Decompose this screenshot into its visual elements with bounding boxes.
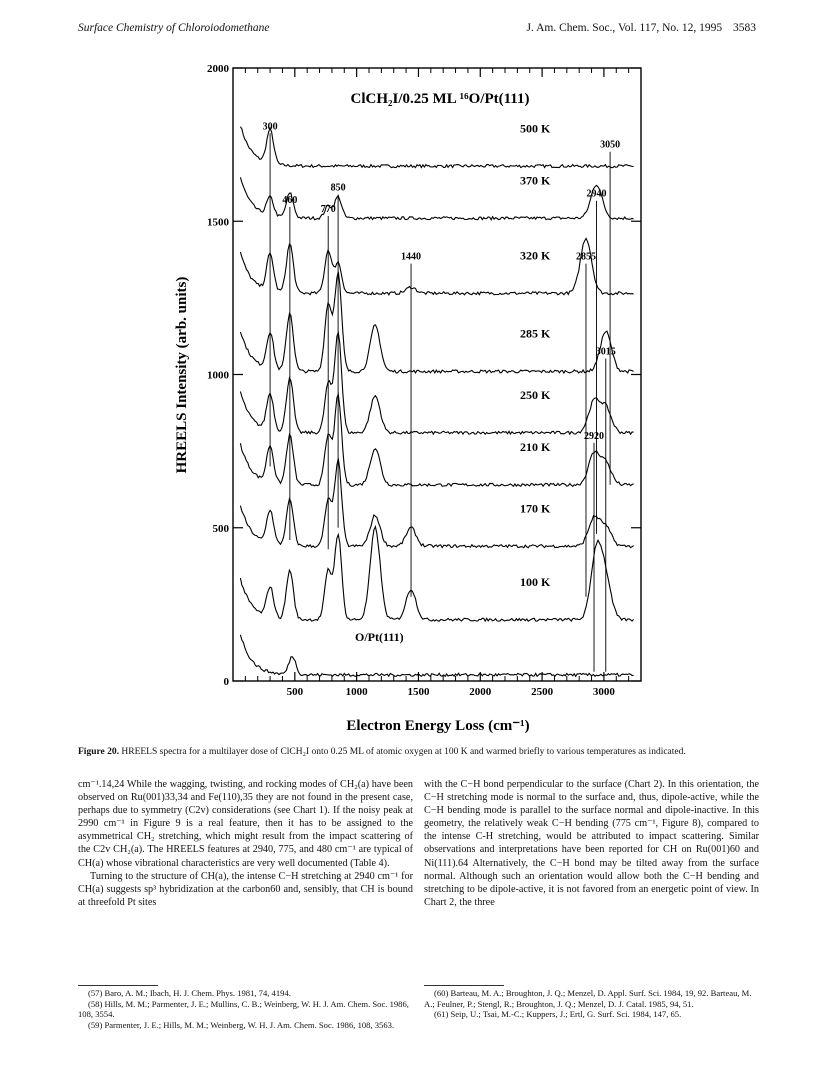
series-label: 320 K xyxy=(520,248,551,263)
references-right xyxy=(424,988,759,1020)
references-left xyxy=(78,988,413,1030)
running-header-title: Surface Chemistry of Chloroiodomethane xyxy=(78,22,270,34)
series-label: 500 K xyxy=(520,121,551,136)
spectrum-line xyxy=(240,527,633,622)
chart-title: ClCH₂I/0.25 ML ¹⁶O/Pt(111) xyxy=(350,91,530,107)
left-paragraph-1: cm⁻¹.14,24 While the wagging, twisting, and rocking modes of CH₂(a) have been observed on Ru(001)33,34 and Fe(110),35 they are not found in the present case, perhaps due to symmetry (C2v) considerations (see Chart 1). If the noisy peak at 2990 cm⁻¹ in Figure 9 is a real feature, then it has to be assigned to the asymmetrical CH₂ stretching, which might result from the impact scattering of the C2v CH₂(a). The HREELS features at 2940, 775, and 480 cm⁻¹ are typical of CH(a) whose vibrational characteristics are very well documented (Table 4). xyxy=(78,779,413,869)
left-paragraph-2: Turning to the structure of CH(a), the intense C−H stretching at 2940 cm⁻¹ for CH(a) suggests sp³ hybridization at the carbon60 and, sensibly, that CH is bound at threefold Pt sites xyxy=(78,870,413,908)
figure-caption-text: HREELS spectra for a multilayer dose of ClCH₂I onto 0.25 ML of atomic oxygen at 100 K and warmed briefly to various temperatures as indicated. xyxy=(121,747,686,757)
right-column xyxy=(424,778,759,909)
reference-60: (60) Barteau, M. A.; Broughton, J. Q.; Menzel, D. Appl. Surf. Sci. 1984, 19, 92. Barteau, M. A.; Feulner, P.; Stengl, R.; Broughton, J. Q.; Menzel, D. J. Catal. 1985, 94, 51. xyxy=(424,988,752,1009)
journal-citation: J. Am. Chem. Soc., Vol. 117, No. 12, 1995 xyxy=(526,22,723,34)
y-tick-label: 0 xyxy=(223,676,229,688)
spectrum-line xyxy=(240,458,633,547)
peak-label: 460 xyxy=(282,194,298,206)
chart-annotations xyxy=(263,121,620,672)
footnote-rule-right xyxy=(424,985,504,986)
spectrum-line xyxy=(240,238,633,294)
spectrum-line xyxy=(240,177,633,219)
figure-caption xyxy=(78,746,758,758)
chart-axes xyxy=(207,63,641,698)
series-label: 210 K xyxy=(520,440,551,455)
series-label: 100 K xyxy=(520,574,551,589)
series-label: 370 K xyxy=(520,173,551,188)
figure-label: Figure 20. xyxy=(78,747,119,757)
spectrum-line xyxy=(240,635,633,677)
left-column xyxy=(78,778,413,909)
spectrum-line xyxy=(240,333,633,435)
peak-label: 300 xyxy=(262,121,278,133)
x-tick-label: 3000 xyxy=(592,686,615,698)
spectrum-line xyxy=(240,395,633,487)
chart-x-axis-label: Electron Energy Loss (cm⁻¹) xyxy=(346,718,530,734)
y-tick-label: 2000 xyxy=(207,63,229,75)
peak-label: 850 xyxy=(330,182,346,194)
series-label: O/Pt(111) xyxy=(355,630,404,645)
peak-label: 3050 xyxy=(600,139,621,151)
series-label: 170 K xyxy=(520,501,551,516)
chart-y-axis-label: HREELS Intensity (arb. units) xyxy=(174,276,190,474)
series-label: 285 K xyxy=(520,326,551,341)
reference-59: (59) Parmenter, J. E.; Hills, M. M.; Weinberg, W. H. J. Am. Chem. Soc. 1986, 108, 3563. xyxy=(88,1019,395,1030)
footnote-rule-left xyxy=(78,985,158,986)
page-number: 3583 xyxy=(733,22,756,34)
peak-label: 2855 xyxy=(575,251,596,263)
right-paragraph-1: with the C−H bond perpendicular to the surface (Chart 2). In this orientation, the C−H stretching mode is normal to the surface and, thus, dipole-active, while the C−H bending mode is parallel to the surface normal and dipole-inactive. In this geometry, the relatively weak C−H bending (775 cm⁻¹, Figure 8), compared to the intense C-H stretching, would be attributed to impact scattering. Similar observations and interpretations have been reported for CH on Ru(001)60 and Ni(111).64 Alternatively, the C−H bond may be tilted away from the surface normal. Although such an orientation would allow both the C−H bending and stretching to be dipole-active, it is not favored from an energetic point of view. In Chart 2, the three xyxy=(424,779,759,908)
reference-58: (58) Hills, M. M.; Parmenter, J. E.; Mullins, C. B.; Weinberg, W. H. J. Am. Chem. Soc. 1986, 108, 3554. xyxy=(78,998,409,1020)
peak-label: 2940 xyxy=(586,188,607,200)
y-tick-label: 500 xyxy=(212,522,229,535)
spectrum-line xyxy=(240,127,633,168)
peak-label: 2920 xyxy=(584,430,605,442)
peak-label: 770 xyxy=(320,204,336,216)
x-tick-label: 2000 xyxy=(469,686,492,698)
reference-61: (61) Seip, U.; Tsai, M.-C.; Kuppers, J.; Ertl, G. Surf. Sci. 1984, 147, 65. xyxy=(434,1009,682,1020)
reference-57: (57) Baro, A. M.; Ibach, H. J. Chem. Phys. 1981, 74, 4194. xyxy=(88,988,291,998)
peak-label: 3015 xyxy=(595,346,616,358)
spectrum-line xyxy=(240,272,633,373)
peak-label: 1440 xyxy=(401,251,422,263)
y-tick-label: 1500 xyxy=(207,216,229,229)
x-tick-label: 2500 xyxy=(531,686,554,698)
x-tick-label: 500 xyxy=(286,686,304,698)
x-tick-label: 1000 xyxy=(345,686,368,698)
y-tick-label: 1000 xyxy=(207,369,229,382)
series-label: 250 K xyxy=(520,388,551,403)
x-tick-label: 1500 xyxy=(407,686,430,698)
chart-series xyxy=(240,121,633,676)
plot-frame xyxy=(233,68,641,681)
